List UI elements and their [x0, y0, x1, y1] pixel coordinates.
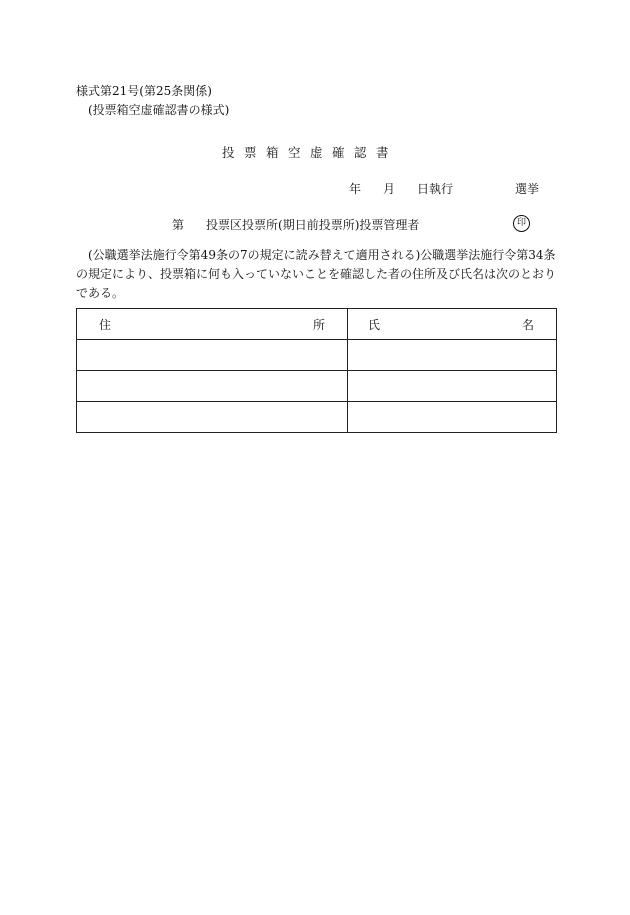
form-subtitle: (投票箱空虚確認書の様式) [88, 103, 230, 117]
year-label: 年 [349, 182, 362, 196]
address-header [77, 309, 348, 340]
name-header-right: 名 [521, 317, 534, 332]
manager-line [172, 216, 419, 233]
seal-icon: 印 [513, 215, 530, 232]
day-executed-label: 日執行 [417, 182, 454, 196]
date-line [349, 180, 539, 197]
table-row [77, 340, 557, 371]
manager-text: 投票区投票所(期日前投票所)投票管理者 [206, 218, 420, 232]
name-cell [348, 402, 557, 433]
month-label: 月 [383, 182, 396, 196]
election-label: 選挙 [515, 182, 540, 196]
name-cell [348, 340, 557, 371]
address-header-left: 住 [99, 317, 112, 332]
district-prefix: 第 [172, 218, 185, 232]
body-paragraph: (公職選挙法施行令第49条の7の規定に読み替えて適用される)公職選挙法施行令第34条の規定により、投票箱に何も入っていないことを確認した者の住所及び氏名は次のとおりである。 [76, 248, 557, 300]
address-cell [77, 340, 348, 371]
document-title: 投票箱空虚確認書 [222, 145, 399, 160]
table-row [77, 402, 557, 433]
form-number: 様式第21号(第25条関係) [76, 84, 212, 98]
name-cell [348, 371, 557, 402]
roster-table [76, 308, 557, 433]
table-header-row [77, 309, 557, 340]
address-cell [77, 402, 348, 433]
address-cell [77, 371, 348, 402]
name-header-left: 氏 [368, 317, 381, 332]
name-header [348, 309, 557, 340]
table-row [77, 371, 557, 402]
address-header-right: 所 [312, 317, 325, 332]
